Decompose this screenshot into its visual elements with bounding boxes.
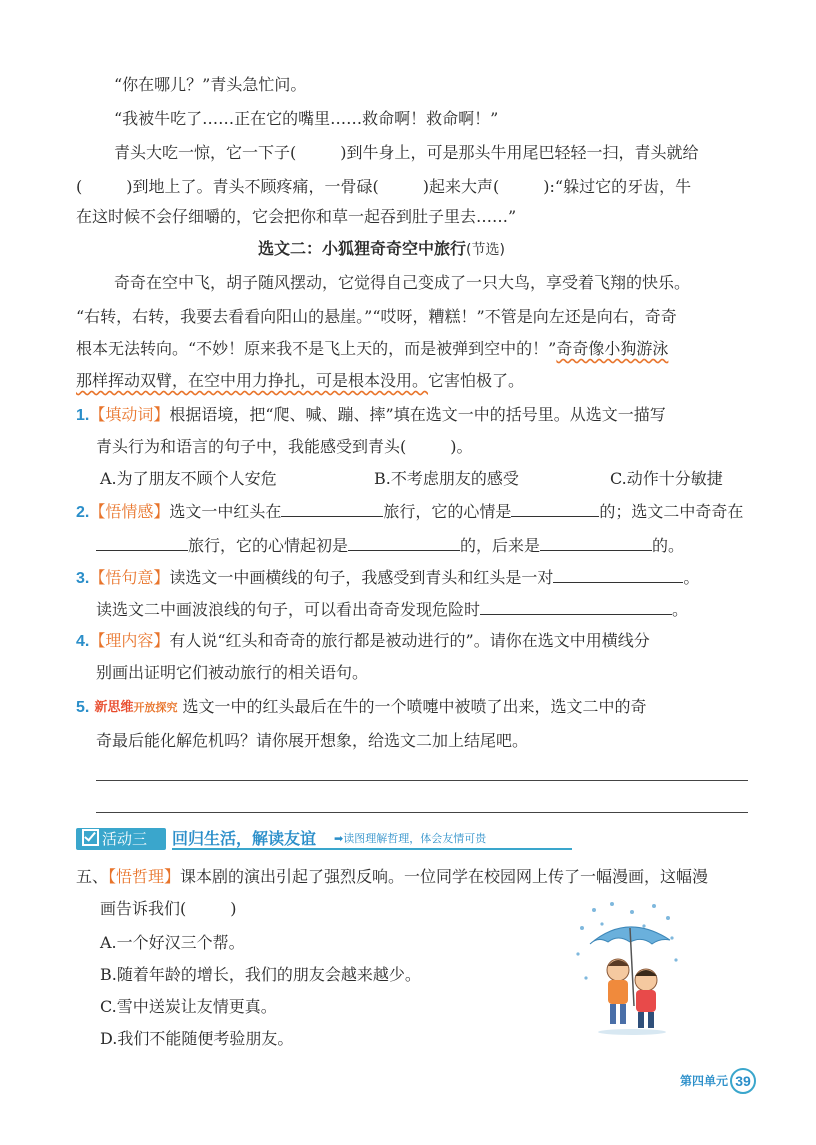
question-1: 1.【填动词】根据语境，把“爬、喊、蹦、摔”填在选文一中的括号里。从选文一描写 xyxy=(76,405,666,424)
answer-line[interactable] xyxy=(553,566,683,583)
passage1-line-1: “你在哪儿？”青头急忙问。 xyxy=(114,75,307,94)
question-4-line-2: 别画出证明它们被动旅行的相关语句。 xyxy=(96,663,369,682)
question-3-line-2: 读选文二中画波浪线的句子，可以看出奇奇发现危险时 。 xyxy=(96,600,689,619)
question-5: 5. 新思维开放探究 选文一中的红头最后在牛的一个喷嚏中被喷了出来，选文二中的奇 xyxy=(76,696,647,719)
question-2: 2.【悟情感】选文一中红头在 旅行，它的心情是 的；选文二中奇奇在 xyxy=(76,502,744,521)
question-number: 5. xyxy=(76,699,90,716)
activity-label: 活动三 xyxy=(76,828,166,850)
passage1-line-5: 在这时候不会仔细嚼的，它会把你和草一起吞到肚子里去……” xyxy=(76,207,517,226)
question-tag: 【理内容】 xyxy=(89,631,170,650)
question-number: 3. xyxy=(76,570,90,587)
answer-line[interactable] xyxy=(348,534,460,551)
passage2-line-4: 那样挥动双臂，在空中用力挣扎，可是根本没用。它害怕极了。 xyxy=(76,371,525,390)
option-c[interactable]: C.动作十分敏捷 xyxy=(610,469,723,488)
option-b[interactable]: B.随着年龄的增长，我们的朋友会越来越少。 xyxy=(100,965,421,984)
question-1-line-2: 青头行为和语言的句子中，我能感受到青头( )。 xyxy=(96,437,473,456)
wavy-underline-text: 那样挥动双臂，在空中用力挣扎，可是根本没用。 xyxy=(76,371,429,390)
question-3: 3.【悟句意】读选文一中画横线的句子，我感受到青头和红头是一对 。 xyxy=(76,568,700,587)
divider xyxy=(172,848,572,850)
question-number: 4. xyxy=(76,633,90,650)
passage2-line-2: “右转，右转，我要去看看向阳山的悬崖。”“哎呀，糟糕！”不管是向左还是向右，奇奇 xyxy=(76,307,677,326)
question-tag: 【悟情感】 xyxy=(89,502,170,521)
friends-umbrella-illustration xyxy=(572,898,682,1038)
writing-line[interactable] xyxy=(96,812,748,813)
option-c[interactable]: C.雪中送炭让友情更真。 xyxy=(100,997,277,1016)
passage1-line-4: ( )到地上了。青头不顾疼痛，一骨碌( )起来大声( ):“躲过它的牙齿，牛 xyxy=(76,177,692,196)
option-a[interactable]: A.一个好汉三个帮。 xyxy=(100,933,245,952)
activity-banner xyxy=(76,828,556,850)
passage2-title: 选文二：小狐狸奇奇空中旅行(节选) xyxy=(258,239,505,258)
writing-line[interactable] xyxy=(96,780,748,781)
new-thinking-badge: 新思维开放探究 xyxy=(94,700,178,715)
answer-line[interactable] xyxy=(540,534,652,551)
answer-line[interactable] xyxy=(511,500,599,517)
option-a[interactable]: A.为了朋友不顾个人安危 xyxy=(100,469,277,488)
passage1-line-2: “我被牛吃了……正在它的嘴里……救命啊！救命啊！” xyxy=(114,109,499,128)
question-tag: 【悟句意】 xyxy=(89,568,170,587)
unit-label: 第四单元 xyxy=(680,1074,729,1088)
wavy-underline-text: 奇奇像小狗游泳 xyxy=(556,339,669,358)
section-5: 五、【悟哲理】课本剧的演出引起了强烈反响。一位同学在校园网上传了一幅漫画，这幅漫 xyxy=(76,867,709,886)
question-tag: 【悟哲理】 xyxy=(108,867,181,886)
page-number: 39 xyxy=(730,1068,756,1094)
passage1-line-3: 青头大吃一惊，它一下子( )到牛身上，可是那头牛用尾巴轻轻一扫，青头就给 xyxy=(114,143,699,162)
passage2-line-3: 根本无法转向。“不妙！原来我不是飞上天的，而是被弹到空中的！”奇奇像小狗游泳 xyxy=(76,339,669,358)
question-5-line-2: 奇最后能化解危机吗？请你展开想象，给选文二加上结尾吧。 xyxy=(96,731,529,750)
option-d[interactable]: D.我们不能随便考验朋友。 xyxy=(100,1029,294,1048)
answer-line[interactable] xyxy=(480,598,672,615)
question-number: 2. xyxy=(76,504,90,521)
question-tag: 【填动词】 xyxy=(89,405,170,424)
activity-subtitle: ➡读图理解哲理，体会友情可贵 xyxy=(334,832,487,845)
answer-line[interactable] xyxy=(96,534,188,551)
checkbox-icon xyxy=(82,829,99,846)
answer-line[interactable] xyxy=(281,500,383,517)
activity-title: 回归生活，解读友谊 xyxy=(172,829,317,848)
option-b[interactable]: B.不考虑朋友的感受 xyxy=(374,469,519,488)
section-5-line-2: 画告诉我们( ) xyxy=(100,899,237,918)
question-4: 4.【理内容】有人说“红头和奇奇的旅行都是被动进行的”。请你在选文中用横线分 xyxy=(76,631,650,650)
question-2-line-2: 旅行，它的心情起初是 的，后来是 的。 xyxy=(96,534,684,557)
passage2-line-1: 奇奇在空中飞，胡子随风摆动，它觉得自己变成了一只大鸟，享受着飞翔的快乐。 xyxy=(114,273,691,292)
question-number: 1. xyxy=(76,407,90,424)
